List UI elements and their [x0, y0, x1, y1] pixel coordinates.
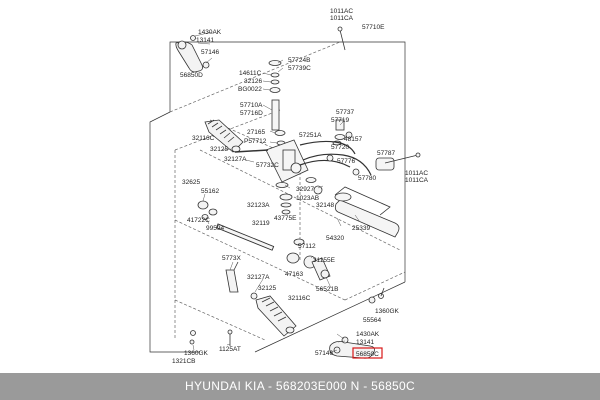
part-label-57780: 57780	[358, 175, 377, 182]
part-label-32148: 32148	[316, 202, 335, 209]
part-label-bg0022: BG0022	[238, 86, 262, 93]
part-label-1125at: 1125AT	[219, 346, 241, 353]
part-label-56850c: 56850C	[356, 351, 379, 358]
part-label-1430ak-top: 1430AK	[198, 29, 222, 36]
part-label-1321cb: 1321CB	[172, 358, 196, 365]
part-label-1011ca-right: 1011CA	[405, 177, 429, 184]
part-label-14611c: 14611C	[239, 70, 262, 77]
part-label-57146-bot: 57146	[315, 350, 334, 357]
part-label-32127a-top: 32127A	[224, 156, 247, 163]
part-label-57732c: 57732C	[256, 162, 279, 169]
part-label-32127a-bot: 32127A	[247, 274, 270, 281]
part-label-99594: 99594	[206, 225, 225, 232]
part-label-57112: 57112	[298, 243, 316, 250]
part-label-1011ac-right: 1011AC	[405, 170, 429, 177]
part-label-54320: 54320	[326, 235, 345, 242]
part-label-31155e: 31155E	[313, 257, 335, 264]
part-label-32123a: 32123A	[247, 202, 270, 209]
part-label-27165: 27165	[247, 129, 266, 136]
part-label-1430ak-bot: 1430AK	[356, 331, 380, 338]
part-label-p57712: P57712	[244, 138, 267, 145]
part-label-57776: 57776	[337, 158, 356, 165]
part-label-48157: 48157	[344, 136, 363, 143]
part-label-56850d: 56850D	[180, 72, 203, 79]
part-label-1360gk-right: 1360GK	[375, 308, 399, 315]
part-label-55564: 55564	[363, 317, 382, 324]
part-label-32625: 32625	[182, 179, 201, 186]
part-label-57787: 57787	[377, 150, 396, 157]
part-label-57724b: 57724B	[288, 57, 311, 64]
part-label-1023ab: 1023AB	[296, 195, 320, 202]
part-label-25339: 25339	[352, 225, 371, 232]
part-number-footer	[0, 373, 600, 400]
part-label-57710a: 57710A	[240, 102, 263, 109]
part-label-57716d: 57716D	[240, 110, 263, 117]
part-label-32126: 32126	[244, 78, 263, 85]
part-label-47163: 47163	[285, 271, 304, 278]
part-label-13141-top: 13141	[196, 37, 215, 44]
part-label-43775e: 43775E	[274, 215, 297, 222]
part-label-32119: 32119	[252, 220, 270, 227]
footer-text: HYUNDAI KIA - 568203E000 N - 56850C	[185, 379, 415, 393]
part-label-1011ac-top: 1011AC	[330, 8, 354, 15]
part-label-57251a: 57251A	[299, 132, 322, 139]
part-label-1011ca-top: 1011CA	[330, 15, 354, 22]
part-label-5773x: 5773X	[222, 255, 241, 262]
part-label-57719: 57719	[331, 117, 350, 124]
part-label-13141-bot: 13141	[356, 339, 375, 346]
part-label-57720: 57720	[331, 144, 350, 151]
part-label-41722c: 41722C	[187, 217, 210, 224]
part-label-1360gk-left: 1360GK	[184, 350, 208, 357]
part-label-32116c-bot: 32116C	[288, 295, 311, 302]
part-label-57739c: 57739C	[288, 65, 311, 72]
part-label-32116c-top: 32116C	[192, 135, 215, 142]
part-label-56521b: 56521B	[316, 286, 339, 293]
part-label-57146-top: 57146	[201, 49, 220, 56]
part-label-32125-bot: 32125	[258, 285, 277, 292]
part-label-57737: 57737	[336, 109, 355, 116]
part-label-32927: 32927	[296, 186, 315, 193]
part-label-57710e: 57710E	[362, 24, 385, 31]
part-label-32125-top: 32125	[210, 146, 229, 153]
part-label-55162: 55162	[201, 188, 220, 195]
